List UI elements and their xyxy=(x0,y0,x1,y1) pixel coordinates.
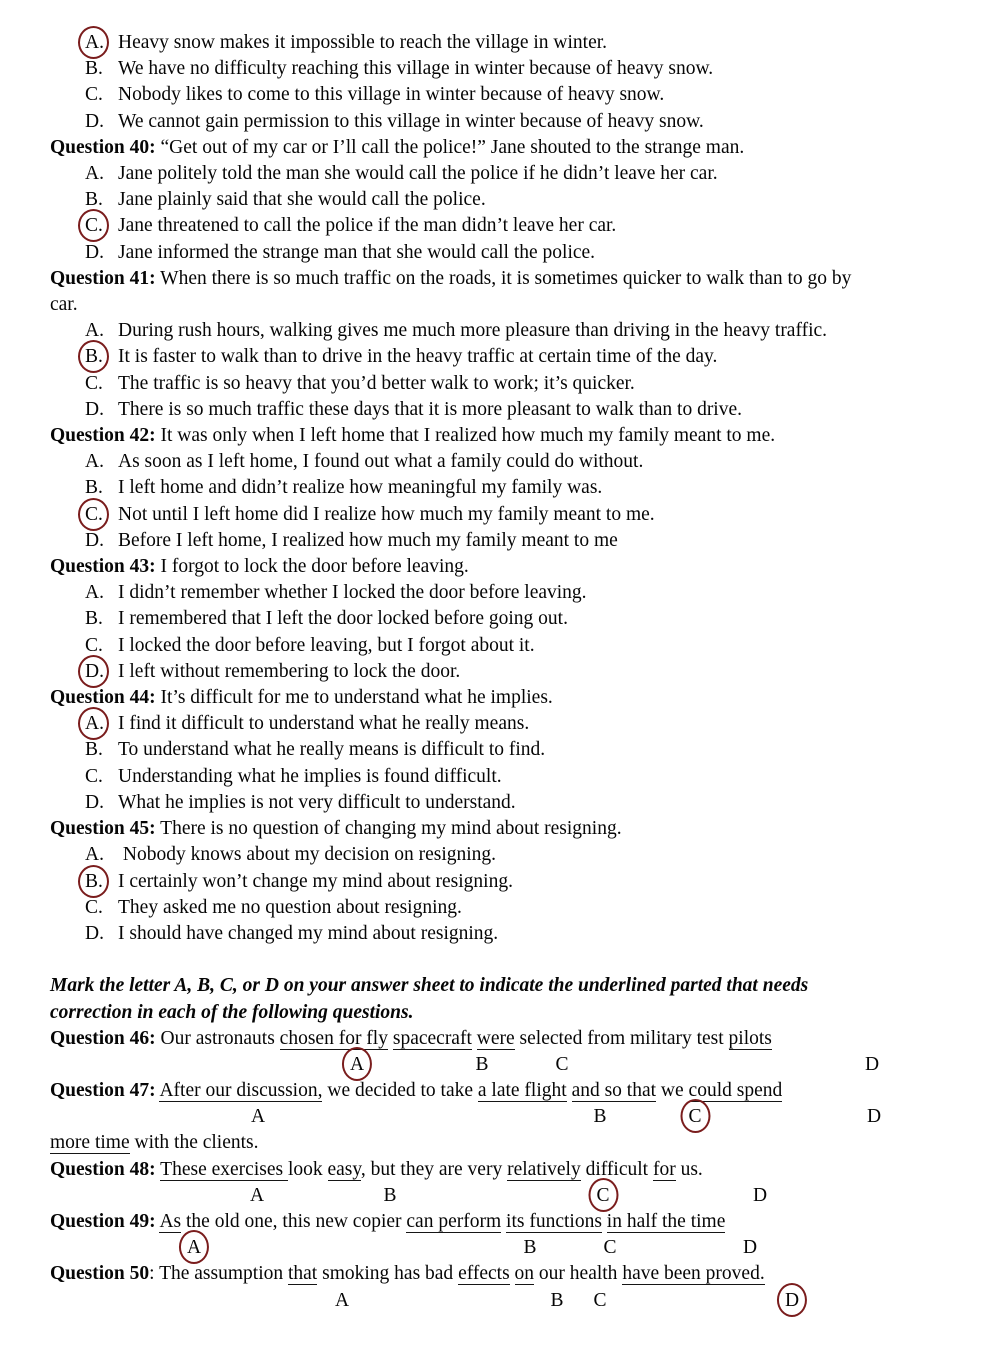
question-44-text: It’s difficult for me to understand what he implies. xyxy=(155,687,553,709)
text-segment: we xyxy=(656,1080,689,1102)
option-text: I locked the door before leaving, but I forgot about it. xyxy=(118,634,535,656)
text-segment xyxy=(510,1263,515,1284)
answer-letter-c: C xyxy=(603,1237,617,1259)
option-row xyxy=(50,921,982,947)
answer-letter-a: A xyxy=(250,1106,266,1128)
text-segment: selected from military test xyxy=(514,1027,729,1049)
question-50-line xyxy=(50,1261,982,1287)
option-row xyxy=(50,371,982,397)
underlined-segment: that xyxy=(287,1263,318,1285)
question-41 xyxy=(50,266,982,423)
underlined-segment: in half the time xyxy=(606,1211,726,1233)
underlined-segment: easy xyxy=(327,1158,361,1180)
underlined-segment: could spend xyxy=(688,1080,783,1102)
answer-letter-c: C xyxy=(555,1053,569,1075)
correction-instruction-line2: correction in each of the following questions. xyxy=(50,1001,414,1023)
question-43-label: Question 43: xyxy=(50,556,156,578)
option-letter: D. xyxy=(85,110,104,132)
answer-letter-b: B xyxy=(593,1106,607,1128)
option-row xyxy=(50,449,982,475)
correction-instruction xyxy=(50,973,982,1025)
option-letter: D. xyxy=(85,922,104,944)
option-letter: C. xyxy=(85,634,103,656)
underlined-segment: effects xyxy=(458,1263,510,1285)
answer-letter-c-circled: C xyxy=(596,1183,609,1209)
option-letter: A. xyxy=(85,320,104,342)
option-letter-circled: A. xyxy=(85,30,118,56)
question-49-label: Question 49: xyxy=(50,1211,156,1233)
question-44 xyxy=(50,685,982,816)
option-text: I certainly won’t change my mind about resigning. xyxy=(118,870,513,892)
text-segment: : The assumption xyxy=(149,1263,288,1285)
underlined-segment: relatively xyxy=(507,1158,581,1180)
option-text: During rush hours, walking gives me much more pleasure than driving in the heavy traffic. xyxy=(118,320,828,342)
answer-letter-row xyxy=(50,1288,982,1314)
option-letter: A. xyxy=(85,163,104,185)
question-43-line xyxy=(50,554,982,580)
question-47-line xyxy=(50,1078,982,1104)
option-row xyxy=(50,397,982,423)
underlined-segment: were xyxy=(476,1027,515,1049)
question-42-label: Question 42: xyxy=(50,425,156,447)
option-text: Jane informed the strange man that she would call the police. xyxy=(118,241,596,263)
answer-letter-b: B xyxy=(550,1289,564,1311)
option-text: I left home and didn’t realize how meaningful my family was. xyxy=(118,477,603,499)
correction-instruction-line1: Mark the letter A, B, C, or D on your answer sheet to indicate the underlined parted that needs xyxy=(50,975,809,997)
answer-letter-a: A xyxy=(334,1289,350,1311)
question-50 xyxy=(50,1261,982,1313)
option-text: Jane plainly said that she would call the police. xyxy=(118,189,486,211)
answer-letter-b: B xyxy=(523,1237,537,1259)
question-42 xyxy=(50,423,982,554)
question-43 xyxy=(50,554,982,685)
option-row xyxy=(50,764,982,790)
option-row xyxy=(50,344,982,370)
answer-letter-c: C xyxy=(593,1289,607,1311)
option-text: Nobody knows about my decision on resigning. xyxy=(118,844,497,866)
option-text: Understanding what he implies is found difficult. xyxy=(118,765,502,787)
option-letter: D. xyxy=(85,529,104,551)
option-letter-circled: C. xyxy=(85,502,118,528)
answer-letter-d: D xyxy=(864,1053,880,1075)
question-47-label: Question 47: xyxy=(50,1080,156,1102)
underlined-segment: more time xyxy=(50,1132,130,1154)
text-segment xyxy=(567,1080,572,1101)
option-letter: B. xyxy=(85,477,103,499)
option-row xyxy=(50,56,982,82)
option-text: To understand what he really means is difficult to find. xyxy=(118,739,546,761)
option-row xyxy=(50,869,982,895)
question-50-label: Question 50 xyxy=(50,1263,150,1285)
option-letter-circled: A. xyxy=(85,711,118,737)
answer-letter-d: D xyxy=(742,1237,758,1259)
option-row xyxy=(50,659,982,685)
option-letter-circled: B. xyxy=(85,869,118,895)
option-letter: B. xyxy=(85,58,103,80)
question-45-text: There is no question of changing my mind about resigning. xyxy=(155,818,622,840)
option-row xyxy=(50,109,982,135)
option-letter: A. xyxy=(85,451,104,473)
option-letter: B. xyxy=(85,739,103,761)
text-segment: difficult xyxy=(580,1158,653,1180)
text-segment: our health xyxy=(534,1263,623,1285)
answer-letter-a-circled: A xyxy=(187,1235,201,1261)
option-row xyxy=(50,711,982,737)
option-letter-circled: D. xyxy=(85,659,118,685)
answer-letter-row xyxy=(50,1104,982,1130)
question-44-line xyxy=(50,685,982,711)
text-segment: , but they are very xyxy=(360,1158,508,1180)
option-letter: C. xyxy=(85,372,103,394)
option-text: Not until I left home did I realize how much my family meant to me. xyxy=(118,503,655,525)
answer-letter-row xyxy=(50,1052,982,1078)
option-row xyxy=(50,213,982,239)
option-row xyxy=(50,30,982,56)
question-41-line xyxy=(50,266,982,292)
option-row xyxy=(50,580,982,606)
question-40 xyxy=(50,135,982,266)
underlined-segment: pilots xyxy=(728,1027,772,1049)
question-41-text-continued: car. xyxy=(50,294,78,316)
underlined-segment: spacecraft xyxy=(392,1027,472,1049)
option-letter-circled: B. xyxy=(85,344,118,370)
underlined-segment: chosen for fly xyxy=(279,1027,388,1049)
question-47 xyxy=(50,1078,982,1157)
question-40-line xyxy=(50,135,982,161)
underlined-segment: a late flight xyxy=(477,1080,567,1102)
option-letter: A. xyxy=(85,582,104,604)
answer-letter-b: B xyxy=(383,1184,397,1206)
option-row xyxy=(50,82,982,108)
option-text: I left without remembering to lock the door. xyxy=(118,660,461,682)
underlined-segment: have been proved. xyxy=(622,1263,765,1285)
answer-letter-d-circled: D xyxy=(785,1288,799,1314)
option-row xyxy=(50,187,982,213)
option-row xyxy=(50,161,982,187)
option-text: Jane politely told the man she would call the police if he didn’t leave her car. xyxy=(118,163,718,185)
option-text: It is faster to walk than to drive in the heavy traffic at certain time of the day. xyxy=(118,346,718,368)
option-text: We have no difficulty reaching this village in winter because of heavy snow. xyxy=(118,58,714,80)
question-47-continued xyxy=(50,1130,982,1156)
option-row xyxy=(50,895,982,921)
answer-letter-a-circled: A xyxy=(350,1052,364,1078)
option-text: Before I left home, I realized how much my family meant to me xyxy=(118,529,618,551)
underlined-segment: for xyxy=(652,1158,676,1180)
question-40-text: “Get out of my car or I’ll call the police!” Jane shouted to the strange man. xyxy=(155,136,745,158)
text-segment: look xyxy=(287,1158,328,1180)
option-letter: D. xyxy=(85,791,104,813)
option-letter-circled: C. xyxy=(85,213,118,239)
option-text: Heavy snow makes it impossible to reach the village in winter. xyxy=(118,32,608,53)
option-letter: B. xyxy=(85,608,103,630)
underlined-segment: can perform xyxy=(406,1211,502,1233)
option-text: I should have changed my mind about resigning. xyxy=(118,922,499,944)
option-row xyxy=(50,842,982,868)
question-45-line xyxy=(50,816,982,842)
option-text: I remembered that I left the door locked before going out. xyxy=(118,608,568,630)
answer-letter-row xyxy=(50,1235,982,1261)
underlined-segment: and so that xyxy=(571,1080,657,1102)
option-row xyxy=(50,606,982,632)
option-letter: D. xyxy=(85,241,104,263)
question-45-label: Question 45: xyxy=(50,818,156,840)
option-letter: C. xyxy=(85,896,103,918)
text-segment: smoking has bad xyxy=(317,1263,459,1285)
text-segment: us. xyxy=(675,1158,703,1180)
option-text: What he implies is not very difficult to understand. xyxy=(118,791,516,813)
question-46 xyxy=(50,1026,982,1078)
underlined-segment: After our discussion, xyxy=(159,1080,323,1102)
option-row xyxy=(50,633,982,659)
option-row xyxy=(50,318,982,344)
option-letter: A. xyxy=(85,844,104,866)
question-42-text: It was only when I left home that I realized how much my family meant to me. xyxy=(155,425,776,447)
option-text: I didn’t remember whether I locked the door before leaving. xyxy=(118,582,587,604)
option-row xyxy=(50,240,982,266)
question-49 xyxy=(50,1209,982,1261)
question-43-text: I forgot to lock the door before leaving. xyxy=(155,556,469,578)
question-45 xyxy=(50,816,982,947)
text-segment: Our astronauts xyxy=(155,1027,280,1049)
underlined-segment: These exercises xyxy=(160,1158,288,1180)
option-row xyxy=(50,502,982,528)
option-text: We cannot gain permission to this village in winter because of heavy snow. xyxy=(118,110,704,132)
question-39-options xyxy=(50,30,982,135)
option-text: Jane threatened to call the police if the man didn’t leave her car. xyxy=(118,215,617,237)
answer-letter-row xyxy=(50,1183,982,1209)
option-text: The traffic is so heavy that you’d better walk to work; it’s quicker. xyxy=(118,372,635,394)
question-40-label: Question 40: xyxy=(50,136,156,158)
option-text: They asked me no question about resigning. xyxy=(118,896,462,918)
underlined-segment: As xyxy=(159,1211,182,1233)
text-segment: we decided to take xyxy=(322,1080,478,1102)
text-segment: with the clients. xyxy=(129,1132,259,1154)
option-letter: C. xyxy=(85,84,103,106)
answer-letter-d: D xyxy=(866,1106,882,1128)
question-41-text: When there is so much traffic on the roads, it is sometimes quicker to walk than to go by xyxy=(155,267,852,289)
question-41-label: Question 41: xyxy=(50,267,156,289)
question-49-line xyxy=(50,1209,982,1235)
question-48-label: Question 48: xyxy=(50,1158,156,1180)
answer-letter-b: B xyxy=(475,1053,489,1075)
question-44-label: Question 44: xyxy=(50,687,156,709)
option-letter: D. xyxy=(85,398,104,420)
option-text: I find it difficult to understand what he really means. xyxy=(118,713,530,735)
option-text: Nobody likes to come to this village in winter because of heavy snow. xyxy=(118,84,665,106)
text-segment: the old one, this new copier xyxy=(181,1211,407,1233)
option-text: There is so much traffic these days that it is more pleasant to walk than to drive. xyxy=(118,398,743,420)
answer-letter-c-circled: C xyxy=(688,1104,701,1130)
underlined-segment: its functions xyxy=(506,1211,602,1233)
question-46-line xyxy=(50,1026,982,1052)
option-row xyxy=(50,475,982,501)
option-text: As soon as I left home, I found out what a family could do without. xyxy=(118,451,644,473)
question-46-label: Question 46: xyxy=(50,1027,156,1049)
answer-letter-d: D xyxy=(752,1184,768,1206)
question-48-line xyxy=(50,1157,982,1183)
option-letter: C. xyxy=(85,765,103,787)
question-42-line xyxy=(50,423,982,449)
answer-letter-a: A xyxy=(249,1184,265,1206)
question-48 xyxy=(50,1157,982,1209)
option-row xyxy=(50,737,982,763)
blank-line xyxy=(50,947,982,973)
option-letter: B. xyxy=(85,189,103,211)
option-row xyxy=(50,790,982,816)
option-row xyxy=(50,528,982,554)
underlined-segment: on xyxy=(514,1263,535,1285)
